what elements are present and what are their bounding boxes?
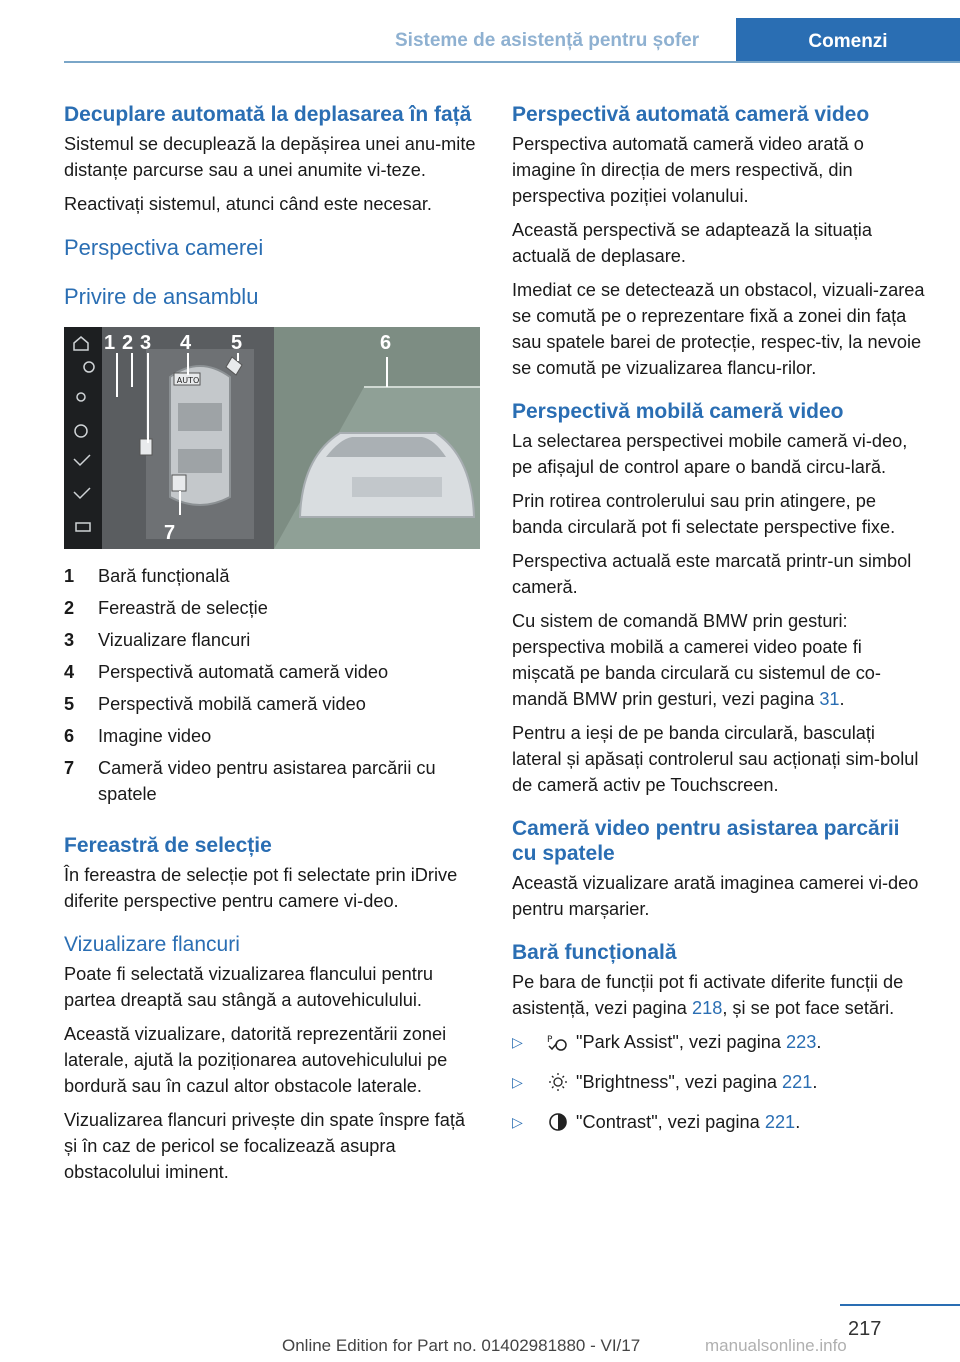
header-tab-comenzi[interactable]: Comenzi — [736, 18, 960, 63]
legend-item — [64, 755, 480, 807]
legend-number: 7 — [64, 758, 75, 778]
auto-camera-label: AUTO — [176, 376, 200, 385]
paragraph-auto-2: Această perspectivă se adaptează la situația actuală de deplasare. — [512, 220, 872, 266]
camera-overview-figure — [64, 327, 480, 549]
callout-5: 5 — [231, 332, 243, 354]
figure-legend — [64, 563, 480, 807]
bullet-text — [576, 1029, 821, 1055]
left-column — [64, 102, 480, 1193]
callout-2: 2 — [122, 332, 134, 354]
legend-item — [64, 595, 480, 621]
legend-text: Fereastră de selecție — [98, 598, 268, 618]
paragraph-decuplare-1: Sistemul se decuplează la depășirea unei anu-mite distanțe parcurse sau a unei anumite vi-teze. — [64, 134, 476, 180]
heading-perspectiva-mobila: Perspectivă mobilă cameră video — [512, 400, 844, 423]
text: . — [812, 1072, 818, 1092]
heading-bara-functionala: Bară funcțională — [512, 941, 677, 964]
legend-item — [64, 723, 480, 749]
legend-item — [64, 563, 480, 589]
text: Cu sistem de comandă BMW prin gesturi: perspectiva mobilă a camerei video poate fi mișcată pe banda circulară cu sistemul de co-mandă BMW prin gesturi, vezi pagina — [512, 611, 881, 709]
brightness-icon — [540, 1072, 576, 1092]
text: . — [839, 689, 845, 709]
legend-text: Perspectivă mobilă cameră video — [98, 694, 366, 714]
callout-6: 6 — [380, 332, 392, 354]
watermark: manualsonline.info — [705, 1336, 847, 1355]
callout-4: 4 — [180, 332, 192, 354]
paragraph-flancuri-3: Vizualizarea flancuri privește din spate înspre față și în caz de pericol se focalizează asupra obstacolului iminent. — [64, 1110, 466, 1182]
text: , și se pot face setări. — [722, 998, 895, 1018]
bullet-brightness — [512, 1069, 928, 1095]
legend-number: 1 — [64, 566, 75, 586]
bullet-contrast — [512, 1109, 928, 1135]
paragraph-fereastra-selectie: În fereastra de selecție pot fi selectate prin iDrive diferite perspective pentru camere vi-deo. — [64, 865, 458, 911]
camera-overview-illustration — [64, 327, 480, 549]
legend-text: Cameră video pentru asistarea parcării cu spatele — [98, 758, 436, 804]
paragraph-mobile-5: Pentru a ieși de pe banda circulară, basculați lateral și apăsați controlerul sau acționați sim-bolul de cameră activ pe Touchscreen. — [512, 723, 919, 795]
heading-fereastra-selectie: Fereastră de selecție — [64, 834, 272, 857]
page-link-31[interactable]: 31 — [819, 689, 840, 709]
legend-text: Vizualizare flancuri — [98, 630, 251, 650]
park-assist-icon — [540, 1032, 576, 1052]
footer-rule — [840, 1304, 960, 1306]
bullet-triangle-icon: ▷ — [512, 1034, 523, 1050]
page-link-223[interactable]: 223 — [786, 1032, 817, 1052]
legend-text: Perspectivă automată cameră video — [98, 662, 389, 682]
paragraph-auto-3: Imediat ce se detectează un obstacol, vizuali-zarea se comută pe o reprezentare fixă a zonei din fața sau spatele barei de protecție, respec-tiv, la nevoie se comută pe vizualizarea flancu-rilor. — [512, 280, 925, 378]
legend-number: 3 — [64, 630, 75, 650]
paragraph-mobile-4 — [512, 608, 928, 712]
text: . — [816, 1032, 822, 1052]
paragraph-flancuri-1: Poate fi selectată vizualizarea flancului pentru partea dreaptă sau stângă a autovehiculului. — [64, 964, 434, 1010]
bullet-triangle-icon: ▷ — [512, 1074, 523, 1090]
legend-item — [64, 627, 480, 653]
text: Pe bara de funcții pot fi activate diferite funcții de asistență, vezi pagina — [512, 972, 904, 1018]
legend-item — [64, 691, 480, 717]
contrast-icon — [540, 1112, 576, 1132]
legend-item — [64, 659, 480, 685]
text: "Brightness", vezi pagina — [576, 1072, 783, 1092]
legend-text: Imagine video — [98, 726, 212, 746]
callout-3: 3 — [140, 332, 152, 354]
heading-vizualizare-flancuri: Vizualizare flancuri — [64, 933, 240, 956]
page-link-221[interactable]: 221 — [782, 1072, 813, 1092]
paragraph-mobile-1: La selectarea perspectivei mobile cameră vi-deo, pe afișajul de control apare o bandă circu-lară. — [512, 431, 908, 477]
paragraph-decuplare-2: Reactivați sistemul, atunci când este necesar. — [64, 194, 432, 214]
bullet-text — [576, 1109, 800, 1135]
legend-text: Bară funcțională — [98, 566, 230, 586]
legend-number: 2 — [64, 598, 75, 618]
bullet-park-assist — [512, 1029, 928, 1055]
page-link-221[interactable]: 221 — [764, 1112, 796, 1132]
edition-note: Online Edition for Part no. 01402981880 - VI/17 — [282, 1336, 641, 1355]
paragraph-mobile-2: Prin rotirea controlerului sau prin atingere, pe banda circulară pot fi selectate perspective fixe. — [512, 491, 896, 537]
legend-number: 4 — [64, 662, 75, 682]
text: "Contrast", vezi pagina — [576, 1112, 765, 1132]
text: . — [795, 1112, 801, 1132]
paragraph-flancuri-2: Această vizualizare, datorită reprezentării zonei laterale, ajută la poziționarea autovehiculului pe bordură sau în cazul altor obstacole laterale. — [64, 1024, 448, 1096]
heading-camera-marsarier: Cameră video pentru asistarea parcării cu spatele — [512, 817, 900, 865]
page-number: 217 — [848, 1318, 882, 1340]
paragraph-reverse: Această vizualizare arată imaginea camerei vi-deo pentru marșarier. — [512, 873, 919, 919]
paragraph-auto-1: Perspectiva automată cameră video arată o imagine în direcția de mers respectivă, din perspectiva poziției volanului. — [512, 134, 864, 206]
callout-1: 1 — [104, 332, 116, 354]
bullet-triangle-icon: ▷ — [512, 1114, 523, 1130]
heading-perspectiva-automata: Perspectivă automată cameră video — [512, 103, 870, 126]
legend-number: 5 — [64, 694, 75, 714]
header-section-title: Sisteme de asistență pentru șofer — [395, 30, 700, 51]
paragraph-bar — [512, 969, 928, 1021]
heading-decuplare: Decuplare automată la deplasarea în față — [64, 103, 472, 126]
paragraph-mobile-3: Perspectiva actuală este marcată printr-un simbol cameră. — [512, 551, 912, 597]
right-column — [512, 102, 928, 1149]
legend-number: 6 — [64, 726, 75, 746]
page-link-218[interactable]: 218 — [691, 998, 723, 1018]
heading-privire-ansamblu: Privire de ansamblu — [64, 284, 259, 309]
header-rule — [64, 61, 960, 63]
bullet-text — [576, 1069, 817, 1095]
text: "Park Assist", vezi pagina — [576, 1032, 787, 1052]
heading-perspectiva-camerei: Perspectiva camerei — [64, 235, 264, 260]
callout-7: 7 — [164, 522, 176, 544]
svg-text:P: P — [547, 1035, 553, 1045]
